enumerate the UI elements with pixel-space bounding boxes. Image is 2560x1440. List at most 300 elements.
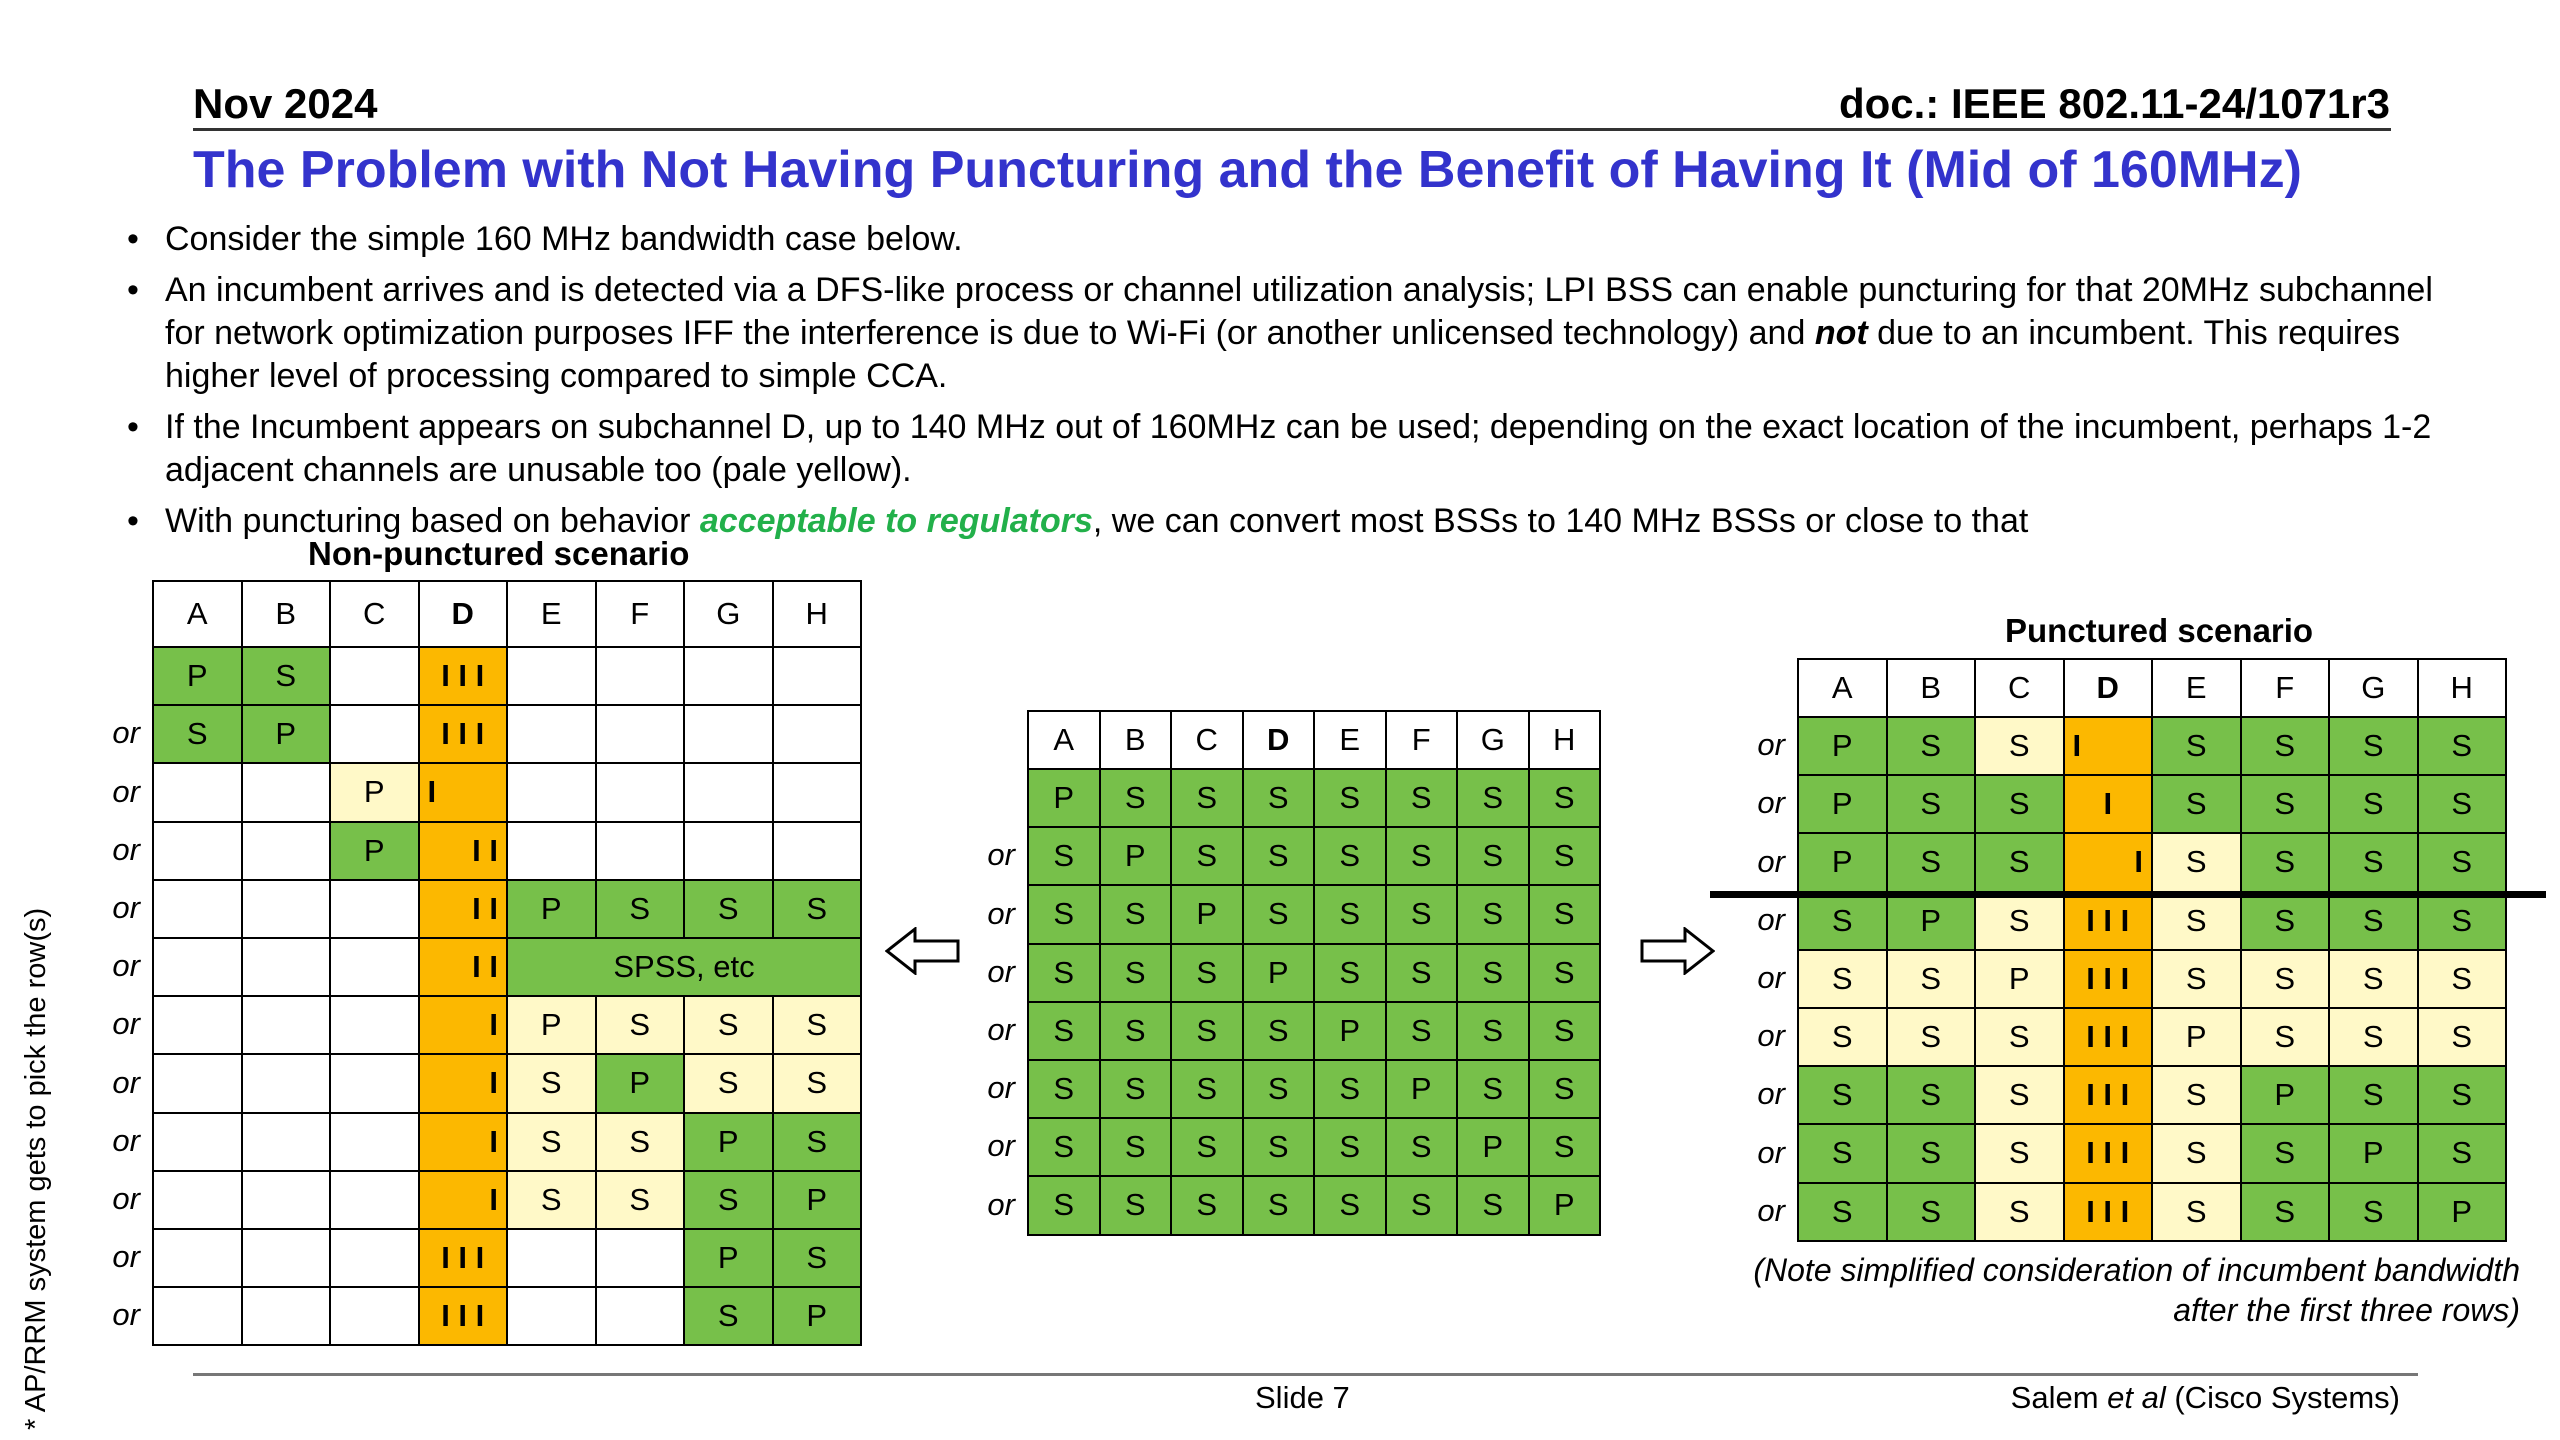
full-cell: S — [1386, 769, 1458, 827]
full-cell: S — [1171, 1118, 1243, 1176]
np-or-label: or — [112, 773, 140, 809]
np-row — [153, 938, 861, 996]
full-cell: P — [1314, 1002, 1386, 1060]
pn-cell: I I I — [2064, 892, 2153, 950]
pn-cell: S — [1887, 717, 1976, 775]
np-cell: I I — [419, 880, 508, 938]
np-col-header-b: B — [242, 581, 331, 647]
np-cell — [684, 822, 773, 880]
pn-or-label: or — [1757, 843, 1785, 879]
pn-cell: S — [2241, 833, 2330, 891]
pn-row — [1798, 1183, 2506, 1241]
np-cell: S — [773, 1229, 862, 1287]
full-cell: S — [1028, 1002, 1100, 1060]
np-cell — [153, 822, 242, 880]
pn-cell: P — [1798, 775, 1887, 833]
full-cell: S — [1457, 1176, 1529, 1234]
footer-author — [2011, 1380, 2400, 1416]
pn-cell: S — [2418, 950, 2507, 1008]
pn-or-label: or — [1757, 1192, 1785, 1228]
full-row — [1028, 885, 1600, 943]
np-col-header-e: E — [507, 581, 596, 647]
full-cell: P — [1243, 944, 1315, 1002]
pn-cell: S — [2241, 1183, 2330, 1241]
pn-cell: S — [2418, 892, 2507, 950]
full-cell: S — [1457, 769, 1529, 827]
pn-cell: S — [2418, 717, 2507, 775]
full-row — [1028, 1176, 1600, 1234]
full-cell: S — [1386, 885, 1458, 943]
np-cell: P — [773, 1287, 862, 1345]
np-cell: P — [153, 647, 242, 705]
pn-cell: I — [2064, 775, 2153, 833]
np-col-header-a: A — [153, 581, 242, 647]
np-cell — [242, 1287, 331, 1345]
np-cell: S — [153, 705, 242, 763]
full-or-label: or — [987, 953, 1015, 989]
full-cell: S — [1100, 1002, 1172, 1060]
pn-cell: S — [2418, 1124, 2507, 1182]
pn-col-header-b: B — [1887, 659, 1976, 717]
pn-cell: S — [1887, 1183, 1976, 1241]
np-cell: I — [419, 763, 508, 821]
full-cell: S — [1243, 1002, 1315, 1060]
pn-cell: S — [2152, 775, 2241, 833]
np-cell: S — [684, 1054, 773, 1112]
author-name: Salem — [2010, 1380, 2108, 1415]
pn-cell: S — [1798, 1124, 1887, 1182]
np-cell: I — [419, 1113, 508, 1171]
full-cell: S — [1529, 827, 1601, 885]
np-cell — [153, 996, 242, 1054]
np-cell: S — [684, 1171, 773, 1229]
non-punctured-caption: Non-punctured scenario — [308, 535, 690, 572]
pn-cell: S — [2329, 950, 2418, 1008]
full-cell: S — [1457, 1060, 1529, 1118]
full-or-label: or — [987, 1070, 1015, 1106]
pn-cell: P — [2329, 1124, 2418, 1182]
np-cell — [330, 1054, 419, 1112]
np-cell — [596, 763, 685, 821]
np-header-row — [153, 581, 861, 647]
full-cell: S — [1314, 1176, 1386, 1234]
np-cell — [242, 938, 331, 996]
np-cell: S — [242, 647, 331, 705]
full-cell: S — [1529, 1060, 1601, 1118]
np-cell — [507, 1229, 596, 1287]
np-col-header-d: D — [419, 581, 508, 647]
np-cell — [507, 1287, 596, 1345]
full-cell: S — [1243, 827, 1315, 885]
pn-col-header-h: H — [2418, 659, 2507, 717]
np-cell — [684, 705, 773, 763]
pn-cell: S — [2329, 1008, 2418, 1066]
pn-cell: S — [2152, 1183, 2241, 1241]
pn-or-label: or — [1757, 901, 1785, 937]
full-col-header-a: A — [1028, 711, 1100, 769]
full-cell: S — [1100, 769, 1172, 827]
pn-row — [1798, 775, 2506, 833]
bullet-1: • Consider the simple 160 MHz bandwidth case below. — [127, 220, 963, 258]
np-cell: P — [773, 1171, 862, 1229]
np-cell: I I I — [419, 1287, 508, 1345]
pn-cell: S — [1887, 1008, 1976, 1066]
pn-cell: S — [1798, 1066, 1887, 1124]
author-org: (Cisco Systems) — [2165, 1380, 2400, 1415]
np-cell — [684, 647, 773, 705]
np-cell: I — [419, 1054, 508, 1112]
full-row — [1028, 1060, 1600, 1118]
pn-cell: S — [1798, 950, 1887, 1008]
np-cell — [153, 1171, 242, 1229]
np-row — [153, 880, 861, 938]
full-cell: S — [1386, 944, 1458, 1002]
np-row — [153, 996, 861, 1054]
np-cell — [596, 822, 685, 880]
pn-cell: S — [2418, 775, 2507, 833]
np-cell: P — [330, 822, 419, 880]
np-row — [153, 1229, 861, 1287]
full-col-header-g: G — [1457, 711, 1529, 769]
left-arrow-icon — [885, 927, 960, 975]
pn-cell: S — [2152, 1066, 2241, 1124]
right-arrow-icon — [1640, 927, 1715, 975]
pn-cell: S — [2241, 1124, 2330, 1182]
np-cell: S — [684, 880, 773, 938]
pn-cell: S — [2418, 1066, 2507, 1124]
note-line-2: after the first three rows) — [2173, 1292, 2520, 1328]
np-cell — [330, 1287, 419, 1345]
bullet-2: • An incumbent arrives and is detected via a DFS-like process or channel utilization analysis; LPI BSS can enable puncturing for that 20MHz subchannel for network optimization purposes IFF the interference is due to Wi-Fi (or another unlicensed technology) and not due to an incumbent. This requires higher level of processing compared to simple CCA. — [127, 271, 2433, 395]
np-cell — [153, 1229, 242, 1287]
np-cell: S — [773, 1113, 862, 1171]
slide-number: Slide 7 — [1255, 1380, 1350, 1415]
np-or-label: or — [112, 948, 140, 984]
full-cell: S — [1386, 1118, 1458, 1176]
np-cell: I I I — [419, 705, 508, 763]
np-cell — [773, 763, 862, 821]
full-cell: S — [1314, 769, 1386, 827]
full-or-label: or — [987, 1186, 1015, 1222]
np-col-header-g: G — [684, 581, 773, 647]
header-doc-id: doc.: IEEE 802.11-24/1071r3 — [1838, 80, 2390, 127]
full-cell: S — [1028, 1176, 1100, 1234]
full-cell: S — [1171, 1176, 1243, 1234]
np-cell — [153, 763, 242, 821]
pn-col-header-f: F — [2241, 659, 2330, 717]
full-cell: S — [1457, 827, 1529, 885]
full-col-header-d: D — [1243, 711, 1315, 769]
full-row — [1028, 1118, 1600, 1176]
pn-cell: S — [2418, 833, 2507, 891]
pn-cell: S — [2241, 892, 2330, 950]
full-cell: S — [1243, 1118, 1315, 1176]
pn-cell: S — [2418, 1008, 2507, 1066]
pn-cell: I I I — [2064, 1124, 2153, 1182]
np-cell — [507, 763, 596, 821]
full-or-label: or — [987, 895, 1015, 931]
full-cell: S — [1457, 1002, 1529, 1060]
slide-title: The Problem with Not Having Puncturing and the Benefit of Having It (Mid of 160MHz) — [193, 141, 2302, 199]
pn-row — [1798, 833, 2506, 891]
full-cell: S — [1386, 1002, 1458, 1060]
full-cell: S — [1314, 1060, 1386, 1118]
author-et-al: et al — [2107, 1380, 2166, 1415]
punctured-note — [1753, 1250, 2520, 1330]
full-cell: P — [1028, 769, 1100, 827]
pn-cell: S — [2241, 775, 2330, 833]
full-cell: S — [1171, 1002, 1243, 1060]
np-cell — [242, 1113, 331, 1171]
np-cell — [507, 705, 596, 763]
pn-cell: P — [2241, 1066, 2330, 1124]
full-col-header-e: E — [1314, 711, 1386, 769]
pn-cell: S — [2329, 775, 2418, 833]
np-or-label: or — [112, 1297, 140, 1333]
separator-line — [1710, 891, 2546, 898]
full-cell: P — [1171, 885, 1243, 943]
np-cell: S — [596, 996, 685, 1054]
pn-cell: S — [1975, 892, 2064, 950]
full-cell: S — [1314, 1118, 1386, 1176]
np-col-header-h: H — [773, 581, 862, 647]
pn-row — [1798, 1066, 2506, 1124]
full-cell: S — [1529, 769, 1601, 827]
full-cell: S — [1314, 885, 1386, 943]
full-header-row — [1028, 711, 1600, 769]
np-or-label: or — [112, 1006, 140, 1042]
pn-table — [1797, 658, 2507, 1242]
full-cell: S — [1314, 944, 1386, 1002]
np-row — [153, 822, 861, 880]
full-cell: P — [1386, 1060, 1458, 1118]
np-cell: S — [773, 880, 862, 938]
pn-cell: I — [2064, 833, 2153, 891]
bullet-4-emphasis: acceptable to regulators — [699, 502, 1093, 540]
np-cell — [330, 705, 419, 763]
full-or-label: or — [987, 1011, 1015, 1047]
np-cell: S — [773, 996, 862, 1054]
np-or-label: or — [112, 831, 140, 867]
full-cell: S — [1028, 944, 1100, 1002]
pn-cell: S — [1887, 833, 1976, 891]
np-cell — [153, 1054, 242, 1112]
full-cell: S — [1529, 1002, 1601, 1060]
pn-or-label: or — [1757, 1076, 1785, 1112]
full-cell: S — [1529, 885, 1601, 943]
np-row — [153, 1054, 861, 1112]
pn-cell: I — [2064, 717, 2153, 775]
np-col-header-c: C — [330, 581, 419, 647]
pn-cell: S — [2152, 950, 2241, 1008]
np-cell: S — [596, 1113, 685, 1171]
full-cell: P — [1529, 1176, 1601, 1234]
np-cell: S — [773, 1054, 862, 1112]
full-cell: S — [1100, 885, 1172, 943]
pn-cell: S — [2329, 1183, 2418, 1241]
np-cell — [242, 1229, 331, 1287]
pn-cell: P — [1887, 892, 1976, 950]
full-cell: S — [1171, 827, 1243, 885]
np-cell — [242, 1054, 331, 1112]
np-cell: I I — [419, 822, 508, 880]
full-cell: S — [1243, 885, 1315, 943]
bullet-2-text: An incumbent arrives and is detected via a DFS-like process or channel utilization analysis; LPI BSS can enable puncturing for that 20MHz subchannel for network optimization purposes IFF the interference is due to Wi-Fi (or another unlicensed technology) and — [165, 271, 2433, 352]
pn-cell: P — [1798, 717, 1887, 775]
np-cell: I — [419, 1171, 508, 1229]
np-cell — [153, 1113, 242, 1171]
pn-col-header-e: E — [2152, 659, 2241, 717]
pn-cell: S — [2241, 950, 2330, 1008]
np-cell — [507, 822, 596, 880]
pn-cell: S — [1975, 717, 2064, 775]
pn-cell: S — [1975, 1008, 2064, 1066]
pn-cell: P — [2418, 1183, 2507, 1241]
full-col-header-h: H — [1529, 711, 1601, 769]
pn-cell: S — [2329, 892, 2418, 950]
bullet-4-text-end: , we can convert most BSSs to 140 MHz BSSs or close to that — [1092, 502, 2029, 540]
pn-col-header-g: G — [2329, 659, 2418, 717]
np-cell: S — [596, 880, 685, 938]
full-cell: P — [1457, 1118, 1529, 1176]
np-col-header-f: F — [596, 581, 685, 647]
bullet-1-text: Consider the simple 160 MHz bandwidth case below. — [165, 220, 963, 258]
np-cell: S — [507, 1054, 596, 1112]
np-or-label: or — [112, 1239, 140, 1275]
full-cell: S — [1028, 1060, 1100, 1118]
np-cell: I I — [419, 938, 508, 996]
np-cell — [330, 647, 419, 705]
full-cell: S — [1171, 769, 1243, 827]
bullet-4: • With puncturing based on behavior acceptable to regulators, we can convert most BSSs to 140 MHz BSSs or close to that — [127, 502, 2029, 540]
pn-or-label: or — [1757, 1018, 1785, 1054]
header-rule — [193, 128, 2391, 131]
np-row — [153, 1113, 861, 1171]
punctured-caption: Punctured scenario — [2005, 612, 2314, 649]
full-cell: S — [1314, 827, 1386, 885]
full-or-label: or — [987, 1128, 1015, 1164]
full-col-header-f: F — [1386, 711, 1458, 769]
full-cell: S — [1386, 1176, 1458, 1234]
np-cell: S — [684, 996, 773, 1054]
pn-or-label: or — [1757, 1134, 1785, 1170]
np-or-label: or — [112, 715, 140, 751]
pn-cell: S — [1798, 1008, 1887, 1066]
np-cell — [242, 880, 331, 938]
np-cell — [596, 1287, 685, 1345]
bullet-4-text: With puncturing based on behavior — [165, 502, 700, 540]
pn-row — [1798, 892, 2506, 950]
pn-col-header-c: C — [1975, 659, 2064, 717]
pn-cell: S — [2152, 1124, 2241, 1182]
full-row — [1028, 1002, 1600, 1060]
pn-cell: P — [1975, 950, 2064, 1008]
np-cell: P — [242, 705, 331, 763]
full-cell: S — [1529, 944, 1601, 1002]
full-cell: S — [1243, 1176, 1315, 1234]
pn-or-label: or — [1757, 727, 1785, 763]
np-cell — [330, 938, 419, 996]
pn-cell: S — [1798, 892, 1887, 950]
full-cell: S — [1457, 885, 1529, 943]
full-cell: S — [1100, 1060, 1172, 1118]
np-cell — [153, 880, 242, 938]
pn-row — [1798, 1124, 2506, 1182]
full-cell: S — [1243, 1060, 1315, 1118]
np-cell — [684, 763, 773, 821]
np-or-label: or — [112, 1122, 140, 1158]
pn-cell: I I I — [2064, 950, 2153, 1008]
np-cell — [242, 763, 331, 821]
note-line-1: (Note simplified consideration of incumbent bandwidth — [1753, 1252, 2520, 1288]
np-or-label: or — [112, 1180, 140, 1216]
bullet-3-text: If the Incumbent appears on subchannel D, up to 140 MHz out of 160MHz can be used; depending on the exact location of the incumbent, perhaps 1-2 adjacent channels are unusable too (pale yellow). — [165, 408, 2432, 489]
full-cell: S — [1457, 944, 1529, 1002]
pn-cell: S — [1887, 1124, 1976, 1182]
np-row — [153, 1171, 861, 1229]
full-cell: S — [1529, 1118, 1601, 1176]
np-row — [153, 763, 861, 821]
bullet-2-emphasis: not — [1814, 314, 1868, 352]
pn-cell: S — [2241, 717, 2330, 775]
pn-cell: P — [1798, 833, 1887, 891]
bullet-list — [125, 218, 2475, 551]
pn-cell: S — [2152, 717, 2241, 775]
np-cell: P — [507, 880, 596, 938]
pn-cell: S — [1887, 950, 1976, 1008]
pn-col-header-d: D — [2064, 659, 2153, 717]
pn-cell: S — [1887, 775, 1976, 833]
np-cell: I I I — [419, 1229, 508, 1287]
full-col-header-b: B — [1100, 711, 1172, 769]
np-cell — [330, 996, 419, 1054]
np-or-label: or — [112, 1064, 140, 1100]
np-cell: I I I — [419, 647, 508, 705]
np-cell — [773, 705, 862, 763]
pn-cell: S — [1975, 1183, 2064, 1241]
np-cell — [153, 938, 242, 996]
full-cell: S — [1100, 944, 1172, 1002]
np-cell: P — [596, 1054, 685, 1112]
full-row — [1028, 769, 1600, 827]
np-cell — [242, 822, 331, 880]
bullet-2-text-end: due to an incumbent. This requires higher level of processing compared to simple CCA. — [165, 314, 2401, 395]
pn-cell: I I I — [2064, 1008, 2153, 1066]
pn-col-header-a: A — [1798, 659, 1887, 717]
np-cell — [330, 1229, 419, 1287]
full-table — [1027, 710, 1601, 1236]
full-cell: S — [1100, 1118, 1172, 1176]
np-cell: S — [596, 1171, 685, 1229]
pn-or-label: or — [1757, 785, 1785, 821]
full-or-label: or — [987, 837, 1015, 873]
full-cell: S — [1386, 827, 1458, 885]
full-cell: S — [1028, 1118, 1100, 1176]
pn-row — [1798, 1008, 2506, 1066]
side-note: * AP/RRM system gets to pick the row(s) — [20, 907, 52, 1430]
pn-cell: P — [2152, 1008, 2241, 1066]
np-cell — [242, 1171, 331, 1229]
np-cell — [153, 1287, 242, 1345]
np-row — [153, 705, 861, 763]
full-row — [1028, 827, 1600, 885]
np-cell: SPSS, etc — [507, 938, 861, 996]
pn-cell: S — [1975, 1066, 2064, 1124]
pn-cell: I I I — [2064, 1183, 2153, 1241]
pn-cell: S — [1798, 1183, 1887, 1241]
header-date: Nov 2024 — [193, 80, 378, 127]
full-cell: S — [1028, 827, 1100, 885]
